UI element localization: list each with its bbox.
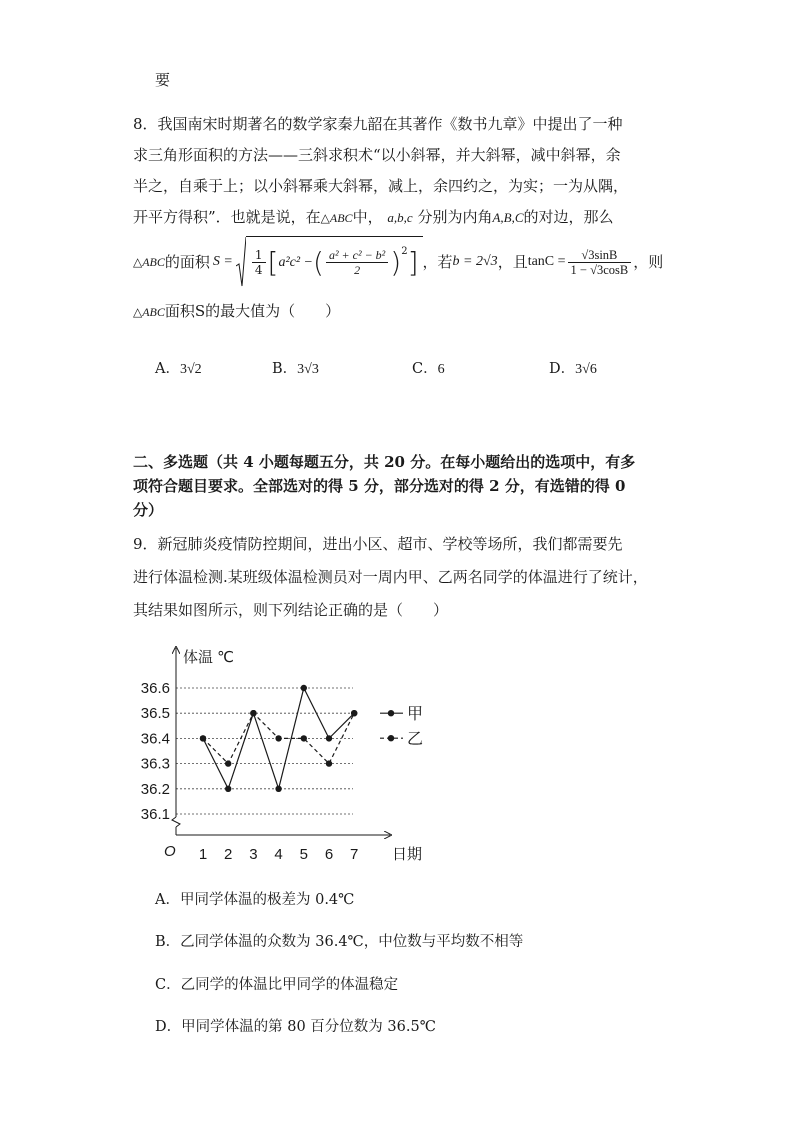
left-paren: (	[313, 245, 324, 279]
option-label: D．	[549, 361, 576, 377]
data-point	[275, 786, 281, 792]
quarter-num: 1	[252, 248, 266, 263]
data-point	[225, 760, 231, 766]
q8-and-text: ，且	[497, 253, 528, 271]
inner-den: 2	[354, 263, 361, 277]
right-paren: )	[390, 245, 402, 279]
option-text: 乙同学的体温比甲同学的体温稳定	[180, 977, 399, 993]
x-tick-label: 1	[198, 846, 208, 863]
tan-fraction	[568, 248, 632, 277]
option-label: D．	[155, 1019, 182, 1035]
q9-line-3: 其结果如图所示，则下列结论正确的是（ ）	[133, 601, 449, 619]
y-axis-label: 体温 ℃	[183, 649, 235, 666]
q8-line-4	[133, 207, 614, 228]
y-tick-label: 36.4	[140, 730, 170, 748]
data-point	[301, 735, 307, 741]
quarter-den: 4	[254, 263, 263, 277]
x-tick-label: 6	[324, 846, 334, 863]
temperature-line-chart	[128, 640, 428, 870]
axes-layer	[141, 648, 422, 863]
legend-label: 甲	[407, 706, 424, 724]
section2-line-2: 项符合题目要求。全部选对的得 5 分，部分选对的得 2 分，有选错的得 0	[133, 477, 626, 495]
q8-line-6-text: 面积S的最大值为（ ）	[164, 302, 341, 320]
right-bracket: ]	[407, 245, 419, 279]
angles-abc: A,B,C	[492, 210, 524, 225]
x-tick-label: 3	[249, 846, 258, 863]
q8-line-2: 求三角形面积的方法——三斜求积术“以小斜幂，并大斜幂，减中斜幂，余	[133, 146, 621, 164]
left-bracket: [	[267, 245, 279, 279]
q8-option-d[interactable]	[549, 357, 597, 378]
x-tick-label: 2	[224, 846, 233, 863]
section2-line-1: 二、多选题（共 4 小题每题五分，共 20 分。在每小题给出的选项中，有多	[133, 453, 636, 471]
area-s: S =	[212, 254, 233, 269]
q8-line-4-b: 中，	[352, 208, 383, 226]
section2-line-3: 分）	[133, 501, 164, 519]
option-label: C．	[412, 361, 438, 377]
legend-marker	[388, 710, 394, 716]
data-point	[351, 710, 357, 716]
y-tick-label: 36.1	[140, 806, 170, 823]
option-text: 甲同学体温的第 80 百分位数为 36.5℃	[181, 1019, 436, 1035]
option-value: 3√3	[297, 362, 319, 377]
q8-option-c[interactable]	[412, 357, 445, 378]
x-tick-label: 5	[299, 846, 308, 863]
option-text: 乙同学体温的众数为 36.4℃，中位数与平均数不相等	[180, 934, 524, 950]
option-label: A．	[155, 361, 180, 377]
option-label: B．	[272, 361, 298, 377]
legend-marker	[388, 735, 394, 741]
q8-line-4-a: 开平方得积”．也就是说，在	[133, 208, 321, 226]
triangle-abc-2: △ABC	[133, 255, 165, 269]
option-label: C．	[155, 977, 181, 993]
axis-break-icon	[172, 817, 180, 827]
data-point	[326, 735, 332, 741]
option-value: 3√2	[179, 362, 202, 377]
data-point	[200, 735, 206, 741]
grid-layer	[176, 688, 353, 814]
y-tick-label: 36.3	[140, 755, 170, 773]
q8-line-3: 半之，自乘于上；以小斜幂乘大斜幂，减上，余四约之，为实；一为从隅，	[133, 177, 629, 195]
q9-line-1: 9．新冠肺炎疫情防控期间，进出小区、超市、学校等场所，我们都需要先	[133, 535, 623, 553]
inner-fraction	[326, 248, 388, 277]
q9-option-d[interactable]	[155, 1015, 436, 1036]
q8-line-1: 8．我国南宋时期著名的数学家秦九韶在其著作《数书九章》中提出了一种	[133, 115, 623, 133]
triangle-abc-3: △ABC	[133, 305, 165, 319]
q8-then-text: ，则	[633, 253, 664, 271]
triangle-abc: △ABC	[320, 211, 353, 225]
option-value: 3√6	[575, 362, 597, 377]
x-axis-label: 日期	[392, 846, 423, 863]
q9-option-c[interactable]	[155, 973, 398, 994]
legend-label: 乙	[407, 731, 424, 749]
data-point	[301, 685, 307, 691]
x-tick-label: 4	[274, 846, 283, 863]
q8-formula-line	[133, 236, 663, 288]
option-label: B．	[155, 934, 181, 950]
tan-num: √3sinB	[568, 248, 632, 263]
y-tick-label: 36.6	[140, 680, 170, 697]
y-tick-label: 36.2	[140, 780, 170, 798]
area-formula-root	[236, 236, 423, 288]
q9-option-a[interactable]	[155, 888, 354, 909]
radicand	[246, 236, 423, 288]
sides-abc: a,b,c	[387, 210, 413, 225]
square-exponent: 2	[401, 245, 408, 257]
option-value: 6	[437, 362, 445, 377]
carry-over-text: 要	[155, 71, 171, 89]
option-text: 甲同学体温的极差为 0.4℃	[179, 892, 355, 908]
origin-label: O	[164, 843, 176, 860]
a2c2-term: a²c² −	[278, 254, 314, 270]
y-tick-label: 36.5	[140, 705, 170, 723]
option-label: A．	[155, 892, 180, 908]
data-point	[275, 735, 281, 741]
q9-option-b[interactable]	[155, 930, 523, 951]
b-value: b = 2√3	[452, 254, 498, 269]
q8-line-4-c: 分别为内角	[417, 208, 493, 226]
tan-den: 1 − √3cosB	[570, 262, 629, 277]
data-point	[326, 760, 332, 766]
radical-sign-icon	[236, 236, 246, 288]
x-tick-label: 7	[350, 846, 359, 863]
q8-line-6	[133, 301, 340, 322]
q9-line-2: 进行体温检测.某班级体温检测员对一周内甲、乙两名同学的体温进行了统计，	[133, 568, 648, 586]
q8-if-text: ，若	[422, 253, 453, 271]
inner-num: a² + c² − b²	[326, 248, 388, 263]
quarter-fraction	[252, 248, 266, 277]
q8-option-b[interactable]	[272, 357, 319, 378]
q8-line-4-d: 的对边，那么	[523, 208, 614, 226]
legend-layer	[380, 705, 423, 748]
area-text: 的面积	[164, 253, 210, 271]
q8-option-a[interactable]	[155, 357, 202, 378]
data-point	[225, 786, 231, 792]
data-point	[250, 710, 256, 716]
tan-c-label: tanC =	[527, 254, 566, 269]
